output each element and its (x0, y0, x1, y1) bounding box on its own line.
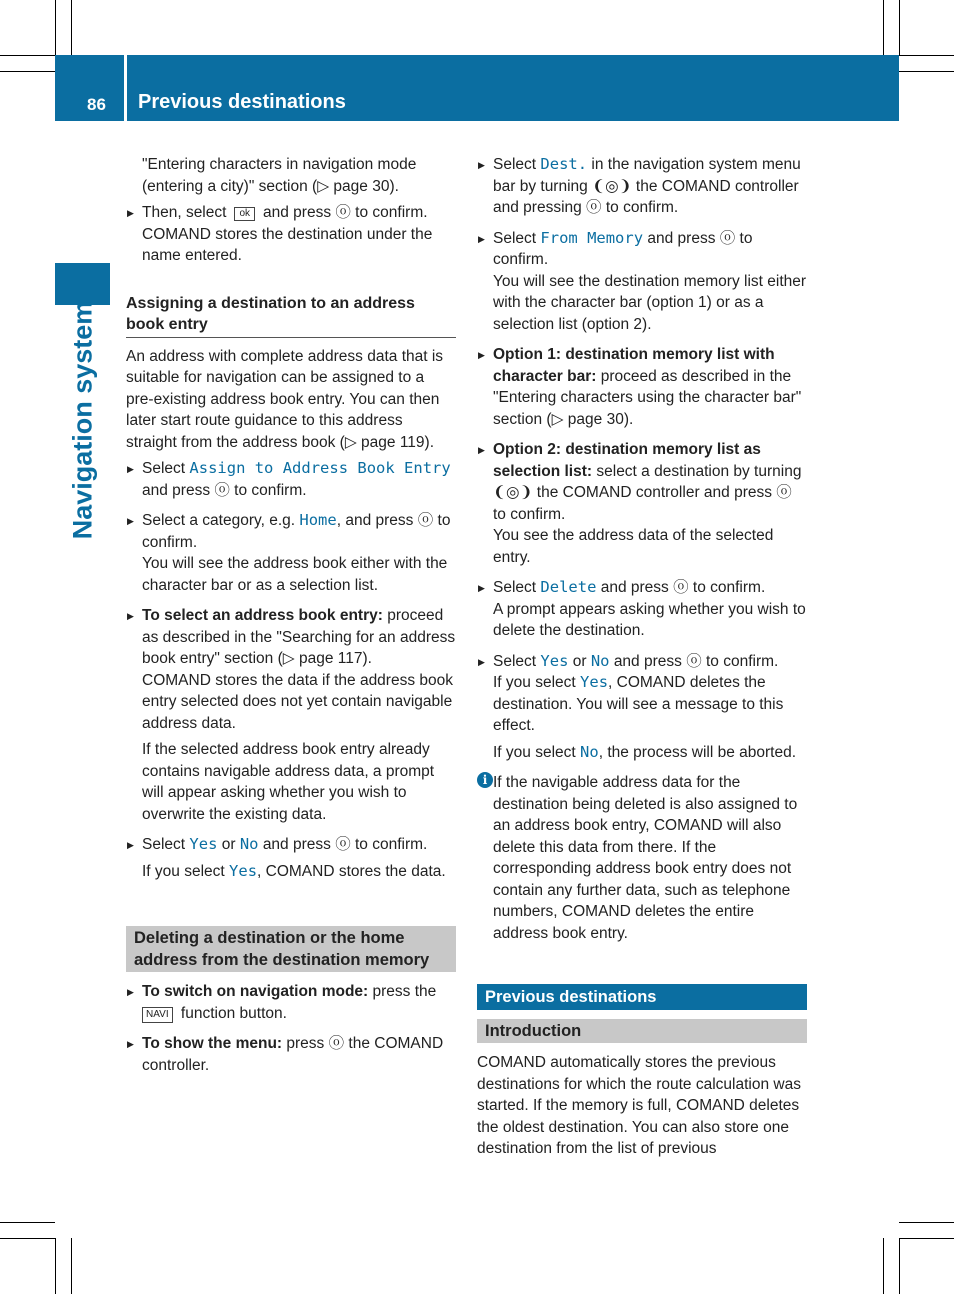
note-text: , the process will be aborted. (598, 743, 797, 761)
step (477, 228, 807, 271)
display-text: Dest. (540, 155, 588, 173)
step-text: and press ⓞ to confirm. (600, 579, 766, 596)
step (477, 577, 807, 599)
step-bold: Option 1: destination memory list with character bar: (493, 346, 775, 385)
step-text: and press ⓞ to confirm. (262, 836, 428, 853)
step (126, 981, 456, 1024)
step-text: Then, select (142, 204, 227, 221)
step-note: You see the address data of the selected entry. (493, 527, 774, 566)
step-text: and press ⓞ to confirm. (613, 652, 779, 670)
display-text: From Memory (540, 228, 644, 247)
section-subheading: Assigning a destination to an address book entry (126, 293, 456, 338)
crop-mark (899, 71, 954, 72)
step (126, 202, 456, 224)
step-text: Select (142, 460, 186, 477)
crop-mark (0, 1238, 55, 1239)
step-text: and press ⓞ to confirm. (493, 229, 753, 268)
step-note: You will see the address book either with the character bar or as a selection list. (142, 555, 448, 594)
step-note: COMAND stores the data if the address book entry selected does not yet contain navigable address data. (142, 671, 454, 732)
side-tab-label: Navigation system (67, 300, 98, 540)
display-text: Yes (580, 673, 609, 691)
step-note: You will see the destination memory list either with the character bar (option 1) or as a selection list (option 2). (493, 272, 807, 333)
crop-mark (0, 71, 55, 72)
step-text: , and press ⓞ to confirm. (142, 512, 451, 551)
step-bold: To select an address book entry: (142, 607, 383, 624)
page-number: 86 (87, 95, 106, 114)
crop-mark (0, 55, 55, 56)
note-text: , COMAND deletes the destination. You will see a message to this effect. (493, 674, 784, 734)
side-tab-marker (55, 263, 110, 305)
crop-mark (899, 1222, 954, 1223)
crop-mark (71, 1238, 72, 1294)
crop-mark (883, 1238, 884, 1294)
step-note (126, 861, 456, 883)
crop-mark (883, 0, 884, 55)
ok-key-icon: ok (234, 207, 255, 221)
step-note (477, 742, 807, 764)
step-text: press the (372, 983, 437, 1000)
note-text: If you select (493, 674, 576, 691)
step-note: If the selected address book entry already contains navigable address data, a prompt will appear asking whether you wish to overwrite the existing data. (142, 741, 435, 823)
crop-mark (899, 55, 954, 56)
info-text: If the navigable address data for the destination being deleted is also assigned to an address book entry, COMAND will also delete this data from there. If the corresponding address book entry does not contain any further data, such as telephone numbers, COMAND deletes the entire address book entry. (493, 774, 798, 942)
navi-key-icon: NAVI (142, 1007, 173, 1023)
step-text: Select (493, 652, 537, 670)
step (126, 458, 456, 501)
crop-mark (899, 1238, 900, 1294)
step (477, 154, 807, 219)
step-text: Select (142, 836, 186, 853)
crop-mark (899, 0, 900, 55)
section-heading: Deleting a destination or the home address from the destination memory (126, 926, 456, 972)
crop-mark (71, 0, 72, 55)
step-text: Select (493, 229, 537, 247)
step (477, 344, 807, 430)
display-text: Yes (540, 651, 569, 670)
display-text: Assign to Address Book Entry (189, 459, 451, 477)
step-bold: Option 2: destination memory list as selection list: (493, 441, 761, 480)
step-text: in the navigation system menu bar by turning ❨◎❩ the COMAND controller and pressing ⓞ to confirm. (493, 156, 801, 216)
left-column (126, 154, 456, 1076)
step-text: and press ⓞ to confirm. (263, 204, 428, 221)
step-text: or (221, 836, 236, 853)
step (477, 439, 807, 525)
step (126, 1033, 456, 1076)
step-note: A prompt appears asking whether you wish to delete the destination. (493, 600, 806, 639)
step-text: Select a category, e.g. (142, 512, 296, 529)
page-title: Previous destinations (138, 91, 346, 113)
paragraph: An address with complete address data that is suitable for navigation can be assigned to a pre-existing address book entry. You can then later start route guidance to this address straight from the address book (▷ page 119). (126, 347, 444, 451)
step-text: select a destination by turning ❨◎❩ the COMAND controller and press ⓞ to confirm. (493, 462, 802, 523)
step-text: function button. (180, 1004, 287, 1022)
step (477, 651, 807, 673)
paragraph: "Entering characters in navigation mode (entering a city)" section (▷ page 30). (142, 156, 417, 195)
step-bold: To switch on navigation mode: (142, 983, 369, 1000)
display-text: Delete (540, 578, 597, 596)
section-heading: Previous destinations (477, 984, 807, 1010)
display-text: Home (299, 511, 337, 529)
right-column (477, 154, 807, 1160)
display-text: No (590, 651, 610, 670)
note-text: If you select (142, 862, 225, 880)
step-text: and press ⓞ to confirm. (142, 481, 307, 499)
step-note: COMAND stores the destination under the name entered. (142, 225, 433, 264)
display-text: Yes (189, 835, 218, 853)
info-note (477, 772, 807, 944)
header-divider (124, 55, 127, 121)
display-text: No (580, 742, 599, 761)
display-text: No (239, 835, 259, 853)
crop-mark (55, 1238, 56, 1294)
step-text: or (572, 652, 587, 670)
step-text: Select (493, 156, 537, 173)
step (126, 605, 456, 670)
note-text: If you select (493, 743, 576, 761)
crop-mark (55, 0, 56, 55)
subsection-heading: Introduction (477, 1019, 807, 1043)
step-note (477, 672, 807, 737)
crop-mark (0, 1222, 55, 1223)
display-text: Yes (229, 861, 258, 880)
paragraph: COMAND automatically stores the previous destinations for which the route calculation was started. If the memory is full, COMAND deletes the oldest destination. You can also store one destination from the list of previous (477, 1054, 801, 1157)
crop-mark (899, 1238, 954, 1239)
step-text: proceed as described in the "Entering characters using the character bar" section (▷ page 30). (493, 367, 802, 428)
note-text: , COMAND stores the data. (257, 862, 446, 880)
step (126, 834, 456, 856)
step-bold: To show the menu: (142, 1035, 283, 1052)
step-text: press ⓞ the COMAND controller. (142, 1035, 444, 1074)
step (126, 510, 456, 553)
step-text: Select (493, 579, 537, 596)
step-text: proceed as described in the "Searching for an address book entry" section (▷ page 117). (142, 607, 456, 667)
info-icon: i (477, 772, 493, 788)
